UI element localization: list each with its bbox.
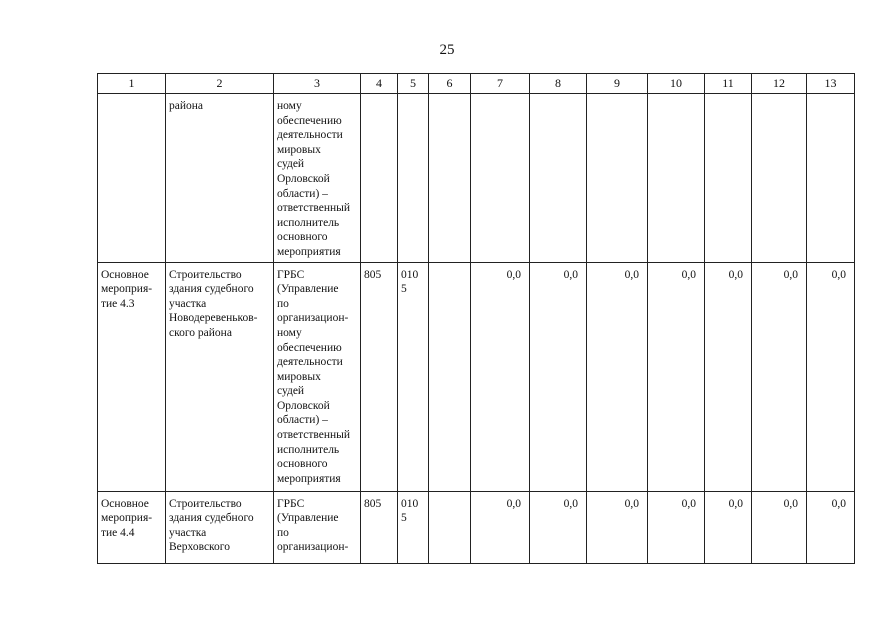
column-header: 3 (274, 74, 361, 94)
column-header: 11 (705, 74, 752, 94)
cell-executor: ному обеспечению деятельности мировых судей Орловской области) – ответственный исполнитель основного мероприятия (274, 94, 361, 263)
cell-col-13 (807, 94, 855, 263)
column-header: 1 (98, 74, 166, 94)
cell-measure-code: Основное мероприя- тие 4.3 (98, 262, 166, 491)
column-header: 6 (429, 74, 471, 94)
cell-grbs-code: 805 (361, 491, 398, 563)
cell-col-10: 0,0 (648, 262, 705, 491)
cell-section-code: 010 5 (398, 262, 429, 491)
cell-col-7 (471, 94, 530, 263)
column-header: 12 (752, 74, 807, 94)
cell-measure-code (98, 94, 166, 263)
cell-col-6 (429, 491, 471, 563)
cell-col-7: 0,0 (471, 262, 530, 491)
cell-col-10: 0,0 (648, 491, 705, 563)
cell-section-code (398, 94, 429, 263)
cell-measure-name: Строительство здания судебного участка Новодеревеньков- ского района (166, 262, 274, 491)
cell-section-code: 010 5 (398, 491, 429, 563)
cell-measure-name: района (166, 94, 274, 263)
cell-col-11 (705, 94, 752, 263)
column-header: 8 (530, 74, 587, 94)
cell-col-12: 0,0 (752, 491, 807, 563)
cell-col-12: 0,0 (752, 262, 807, 491)
page-number: 25 (439, 42, 455, 58)
cell-col-8: 0,0 (530, 491, 587, 563)
cell-measure-code: Основное мероприя- тие 4.4 (98, 491, 166, 563)
column-header: 13 (807, 74, 855, 94)
cell-col-10 (648, 94, 705, 263)
column-header: 9 (587, 74, 648, 94)
cell-col-8 (530, 94, 587, 263)
cell-measure-name: Строительство здания судебного участка Верховского (166, 491, 274, 563)
cell-col-7: 0,0 (471, 491, 530, 563)
cell-col-12 (752, 94, 807, 263)
cell-grbs-code: 805 (361, 262, 398, 491)
table-row (98, 262, 855, 491)
cell-col-13: 0,0 (807, 262, 855, 491)
column-header: 5 (398, 74, 429, 94)
column-header: 10 (648, 74, 705, 94)
cell-col-13: 0,0 (807, 491, 855, 563)
cell-grbs-code (361, 94, 398, 263)
table-row (98, 491, 855, 563)
cell-col-8: 0,0 (530, 262, 587, 491)
column-header: 7 (471, 74, 530, 94)
cell-executor: ГРБС (Управление по организацион- ному обеспечению деятельности мировых судей Орловской области) – ответственный исполнитель основного мероприятия (274, 262, 361, 491)
cell-col-11: 0,0 (705, 262, 752, 491)
cell-col-9: 0,0 (587, 491, 648, 563)
cell-col-9: 0,0 (587, 262, 648, 491)
table-header-row (98, 74, 855, 94)
column-header: 2 (166, 74, 274, 94)
cell-col-11: 0,0 (705, 491, 752, 563)
cell-executor: ГРБС (Управление по организацион- (274, 491, 361, 563)
cell-col-6 (429, 94, 471, 263)
column-header: 4 (361, 74, 398, 94)
cell-col-6 (429, 262, 471, 491)
budget-table (97, 73, 855, 564)
table-row (98, 94, 855, 263)
cell-col-9 (587, 94, 648, 263)
